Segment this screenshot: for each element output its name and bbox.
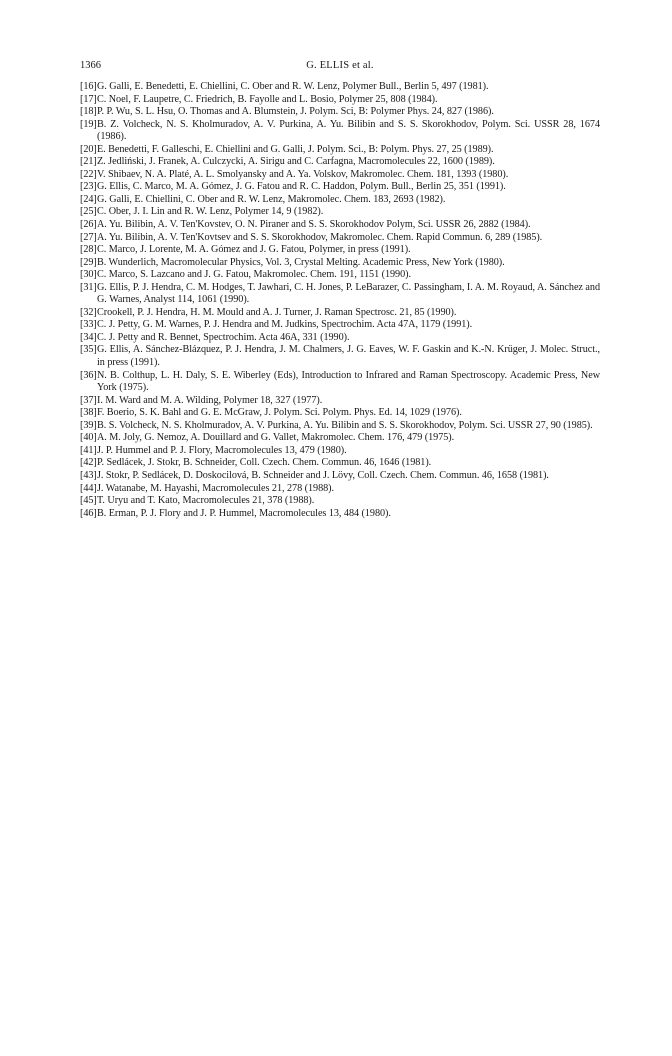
reference-item (80, 370, 600, 395)
reference-item (80, 420, 600, 433)
reference-text: B. S. Volcheck, N. S. Kholmuradov, A. V. Purkina, A. Yu. Bilibin and S. S. Skorokhodov, Polym. Sci. USSR 27, 90 (1985). (97, 419, 593, 431)
reference-item (80, 344, 600, 369)
reference-text: F. Boerio, S. K. Bahl and G. E. McGraw, J. Polym. Sci. Polym. Phys. Ed. 14, 1029 (1976). (97, 407, 462, 419)
reference-text: G. Ellis, P. J. Hendra, C. M. Hodges, T. Jawhari, C. H. Jones, P. LeBarazer, C. Passingham, I. A. M. Royaud, A. Sánchez and G. Warnes, Analyst 114, 1061 (1990). (97, 281, 600, 306)
reference-text: G. Galli, E. Chiellini, C. Ober and R. W. Lenz, Makromolec. Chem. 183, 2693 (1982). (97, 193, 446, 205)
reference-text: E. Benedetti, F. Galleschi, E. Chiellini and G. Galli, J. Polym. Sci., B: Polym. Phys. 27, 25 (1989). (97, 143, 494, 155)
reference-number: [19] (80, 118, 97, 130)
reference-text: C. J. Petty and R. Bennet, Spectrochim. Acta 46A, 331 (1990). (97, 331, 350, 343)
reference-text: C. Ober, J. I. Lin and R. W. Lenz, Polymer 14, 9 (1982). (97, 206, 324, 218)
reference-item (80, 156, 600, 169)
reference-text: C. Noel, F. Laupetre, C. Friedrich, B. Fayolle and L. Bosio, Polymer 25, 808 (1984). (97, 93, 438, 105)
reference-number: [18] (80, 106, 97, 118)
reference-number: [39] (80, 419, 97, 431)
reference-number: [45] (80, 495, 97, 507)
reference-text: P. Sedlácek, J. Stokr, B. Schneider, Coll. Czech. Chem. Commun. 46, 1646 (1981). (97, 457, 432, 469)
reference-item (80, 257, 600, 270)
reference-text: B. Erman, P. J. Flory and J. P. Hummel, Macromolecules 13, 484 (1980). (97, 507, 391, 519)
page-header (80, 60, 600, 76)
reference-number: [32] (80, 306, 97, 318)
reference-number: [29] (80, 256, 97, 268)
reference-number: [21] (80, 156, 97, 168)
reference-item (80, 169, 600, 182)
reference-item (80, 470, 600, 483)
reference-item (80, 319, 600, 332)
reference-text: P. P. Wu, S. L. Hsu, O. Thomas and A. Blumstein, J. Polym. Sci, B: Polymer Phys. 24, 827 (1986). (97, 106, 494, 118)
reference-item (80, 244, 600, 257)
reference-number: [27] (80, 231, 97, 243)
reference-number: [36] (80, 369, 97, 381)
reference-text: C. Marco, J. Lorente, M. A. Gómez and J. G. Fatou, Polymer, in press (1991). (97, 244, 411, 256)
reference-number: [22] (80, 168, 97, 180)
reference-text: A. M. Joly, G. Nemoz, A. Douillard and G. Vallet, Makromolec. Chem. 176, 479 (1975). (97, 432, 455, 444)
reference-text: G. Ellis, A. Sánchez-Blázquez, P. J. Hendra, J. M. Chalmers, J. G. Eaves, W. F. Gaskin and K.-N. Krüger, J. Molec. Struct., in press (1991). (97, 344, 600, 369)
reference-item (80, 508, 600, 521)
reference-item (80, 106, 600, 119)
reference-number: [37] (80, 394, 97, 406)
reference-item (80, 219, 600, 232)
reference-text: T. Uryu and T. Kato, Macromolecules 21, 378 (1988). (97, 495, 315, 507)
reference-number: [40] (80, 432, 97, 444)
reference-item (80, 194, 600, 207)
reference-number: [41] (80, 444, 97, 456)
reference-text: G. Ellis, C. Marco, M. A. Gómez, J. G. Fatou and R. C. Haddon, Polym. Bull., Berlin 25, 351 (1991). (97, 181, 506, 193)
reference-list (80, 81, 600, 520)
reference-number: [23] (80, 181, 97, 193)
reference-number: [26] (80, 219, 97, 231)
reference-item (80, 232, 600, 245)
reference-number: [33] (80, 319, 97, 331)
reference-text: C. J. Petty, G. M. Warnes, P. J. Hendra and M. Judkins, Spectrochim. Acta 47A, 1179 (1991). (97, 319, 473, 331)
reference-text: G. Galli, E. Benedetti, E. Chiellini, C. Ober and R. W. Lenz, Polymer Bull., Berlin 5, 497 (1981). (97, 81, 489, 92)
reference-number: [31] (80, 281, 97, 293)
reference-text: J. Stokr, P. Sedlácek, D. Doskocilová, B. Schneider and J. Lövy, Coll. Czech. Chem. Commun. 46, 1658 (1981). (97, 469, 549, 481)
reference-text: J. P. Hummel and P. J. Flory, Macromolecules 13, 479 (1980). (97, 444, 347, 456)
reference-text: C. Marco, S. Lazcano and J. G. Fatou, Makromolec. Chem. 191, 1151 (1990). (97, 269, 411, 281)
page (80, 60, 600, 520)
reference-text: B. Wunderlich, Macromolecular Physics, Vol. 3, Crystal Melting. Academic Press, New York (1980). (97, 256, 505, 268)
reference-item (80, 144, 600, 157)
reference-text: Crookell, P. J. Hendra, H. M. Mould and A. J. Turner, J. Raman Spectrosc. 21, 85 (1990). (97, 306, 457, 318)
reference-item (80, 119, 600, 144)
reference-number: [25] (80, 206, 97, 218)
reference-item (80, 206, 600, 219)
reference-number: [43] (80, 469, 97, 481)
reference-number: [30] (80, 269, 97, 281)
reference-text: A. Yu. Bilibin, A. V. Ten'Kovstev, O. N. Piraner and S. S. Skorokhodov Polym, Sci. USSR 26, 2882 (1984). (97, 219, 531, 231)
reference-number: [42] (80, 457, 97, 469)
reference-text: B. Z. Volcheck, N. S. Kholmuradov, A. V. Purkina, A. Yu. Bilibin and S. S. Skorokhodov, Polym. Sci. USSR 28, 1674 (1986). (97, 118, 600, 143)
reference-item (80, 81, 600, 94)
reference-text: V. Shibaev, N. A. Platé, A. L. Smolyansky and A. Ya. Volskov, Makromolec. Chem. 181, 1393 (1980). (97, 168, 509, 180)
reference-number: [28] (80, 244, 97, 256)
reference-number: [46] (80, 507, 97, 519)
reference-item (80, 457, 600, 470)
reference-item (80, 307, 600, 320)
reference-number: [35] (80, 344, 97, 356)
reference-number: [17] (80, 93, 97, 105)
reference-text: A. Yu. Bilibin, A. V. Ten'Kovtsev and S. S. Skorokhodov, Makromolec. Chem. Rapid Commun. 6, 289 (1985). (97, 231, 543, 243)
page-number: 1366 (80, 60, 101, 71)
reference-item (80, 395, 600, 408)
reference-text: Z. Jedliński, J. Franek, A. Culczycki, A. Sirigu and C. Carfagna, Macromolecules 22, 1600 (1989). (97, 156, 495, 168)
reference-item (80, 432, 600, 445)
reference-number: [16] (80, 81, 97, 92)
reference-item (80, 282, 600, 307)
reference-item (80, 495, 600, 508)
reference-text: N. B. Colthup, L. H. Daly, S. E. Wiberley (Eds), Introduction to Infrared and Raman Spectroscopy. Academic Press, New York (1975). (97, 369, 600, 394)
reference-item (80, 332, 600, 345)
reference-number: [38] (80, 407, 97, 419)
reference-item (80, 483, 600, 496)
reference-item (80, 445, 600, 458)
reference-number: [34] (80, 331, 97, 343)
reference-item (80, 407, 600, 420)
reference-item (80, 269, 600, 282)
reference-number: [24] (80, 193, 97, 205)
reference-text: J. Watanabe, M. Hayashi, Macromolecules 21, 278 (1988). (97, 482, 335, 494)
reference-number: [44] (80, 482, 97, 494)
running-head: G. ELLIS et al. (306, 60, 374, 71)
reference-item (80, 181, 600, 194)
reference-number: [20] (80, 143, 97, 155)
reference-text: I. M. Ward and M. A. Wilding, Polymer 18, 327 (1977). (97, 394, 323, 406)
reference-item (80, 94, 600, 107)
